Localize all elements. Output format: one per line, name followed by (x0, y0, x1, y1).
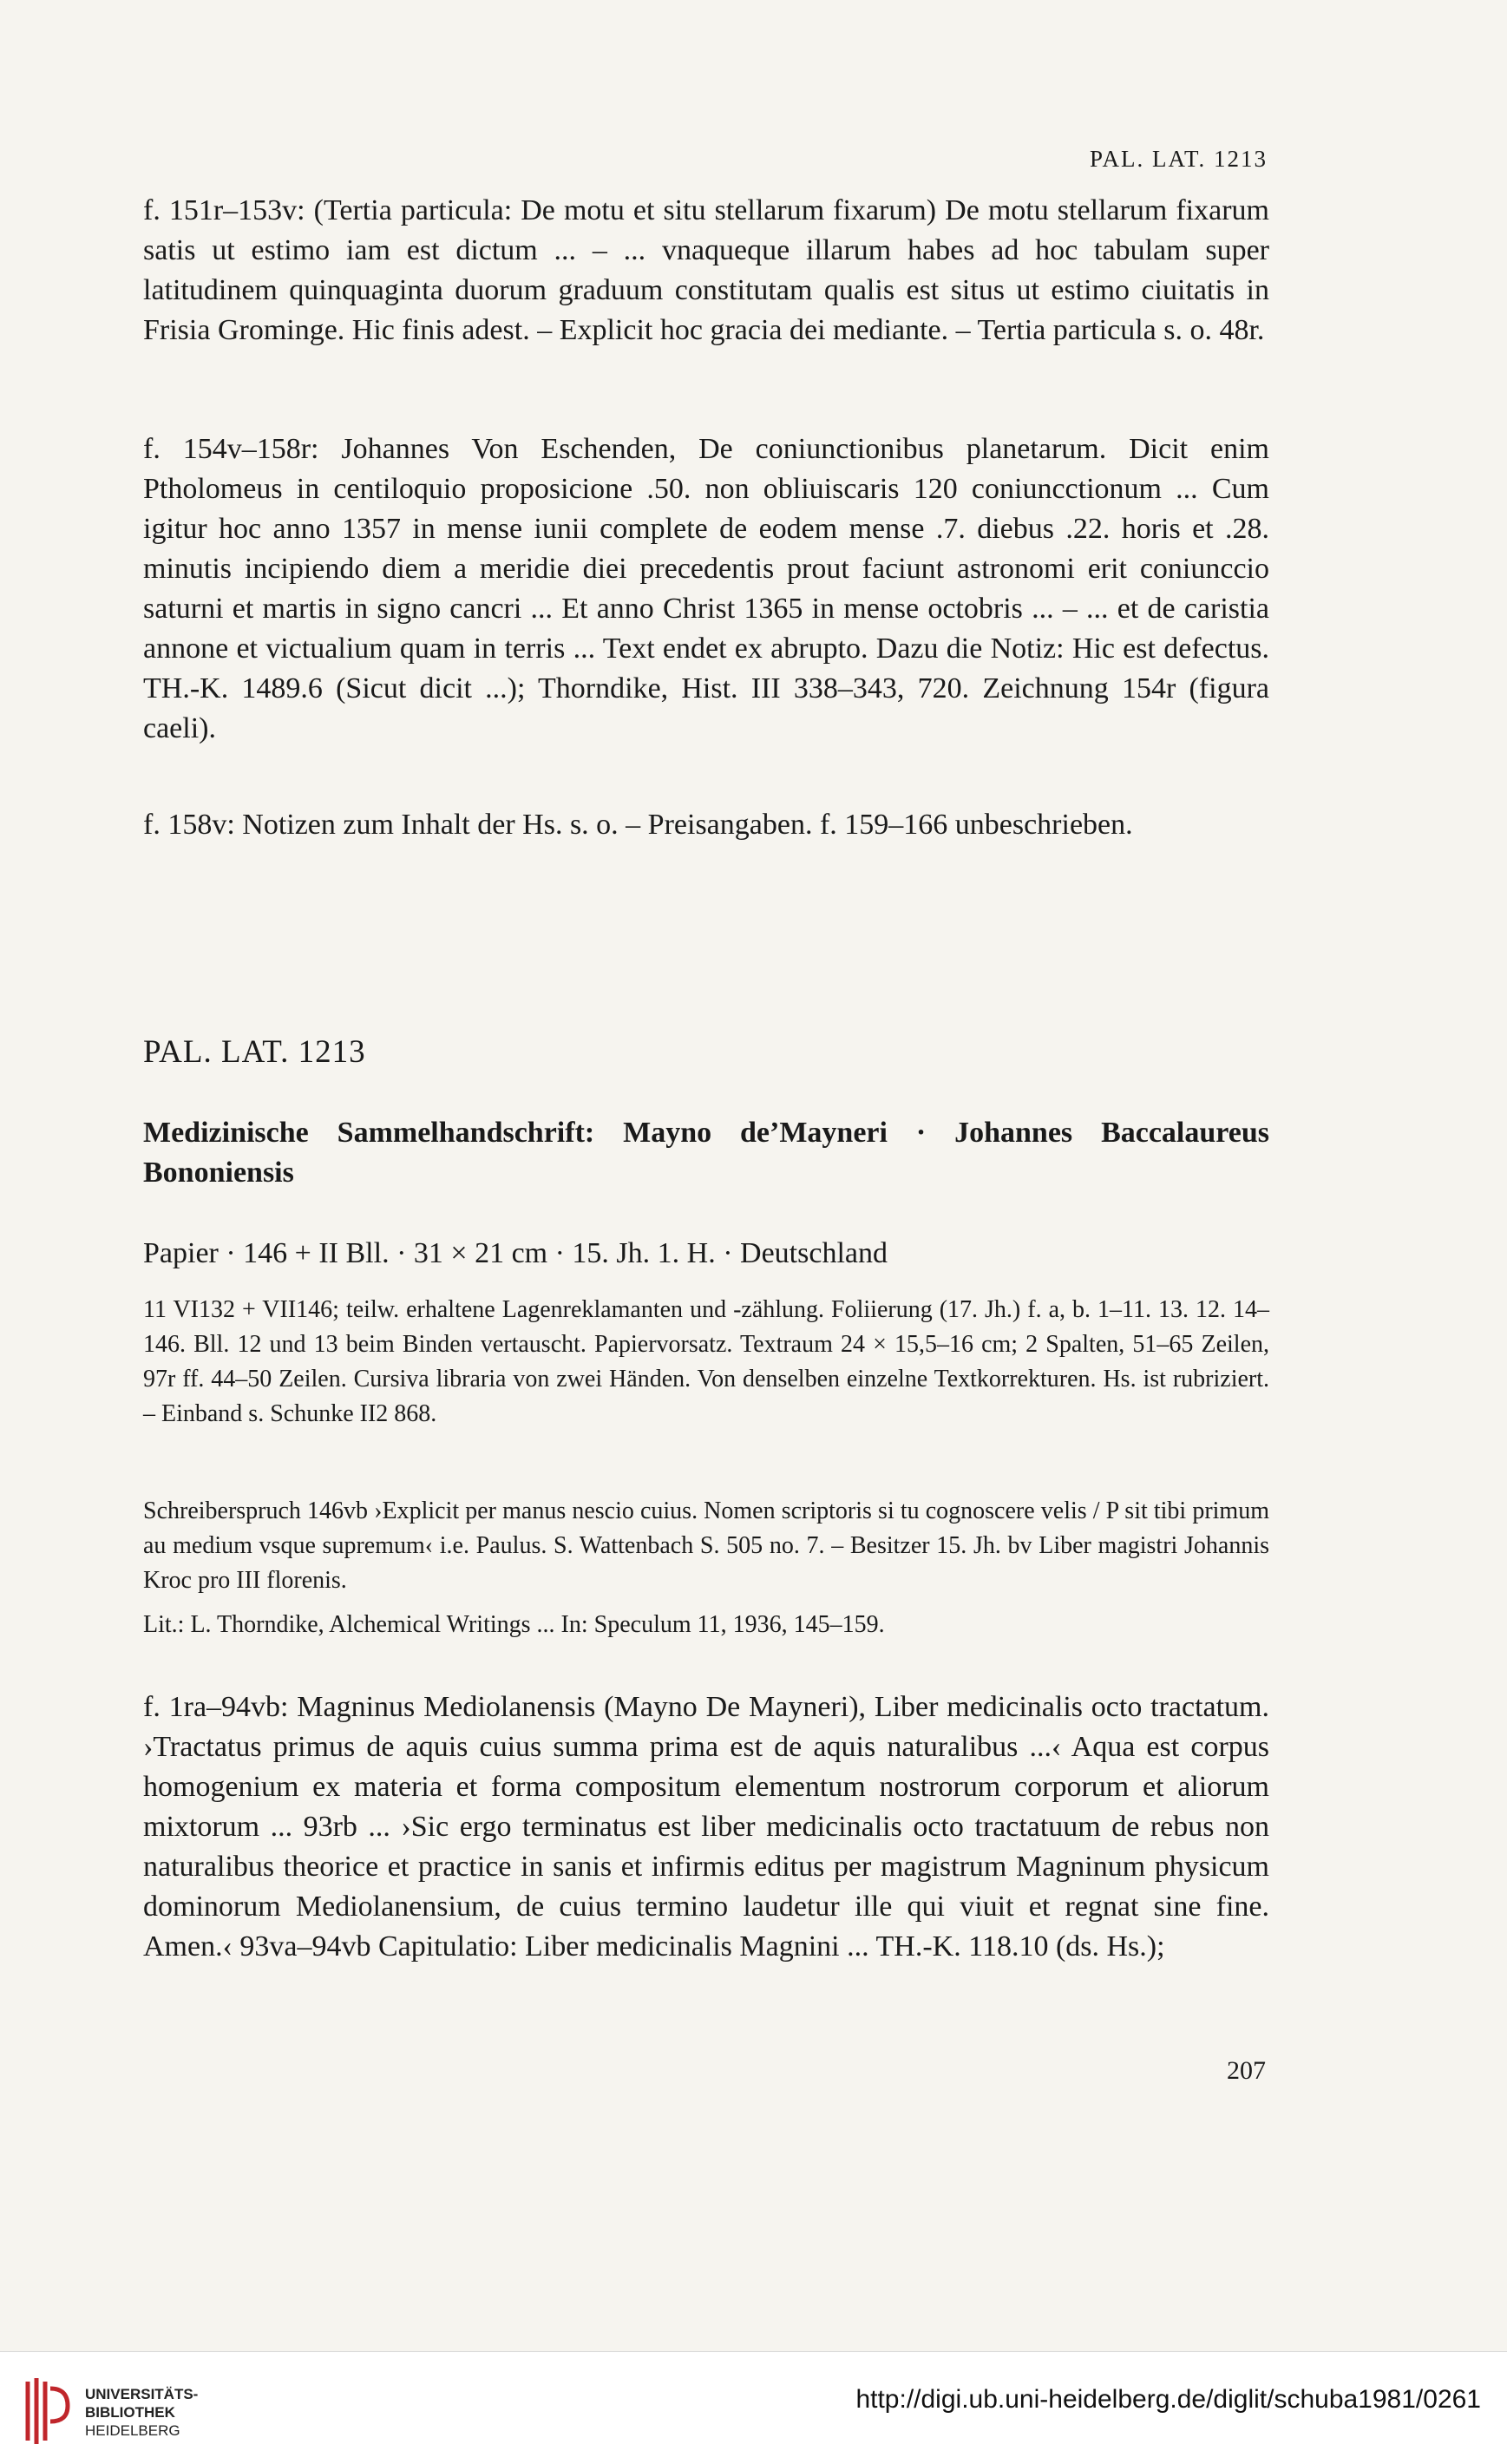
section-title: PAL. LAT. 1213 (143, 1034, 366, 1070)
permalink-url[interactable]: http://digi.ub.uni-heidelberg.de/diglit/schuba1981/0261 (855, 2385, 1481, 2414)
codicological-description: 11 VI132 + VII146; teilw. erhaltene Lagenreklamanten und -zählung. Foliierung (17. Jh.) f. a, b. 1–11. 13. 12. 14–146. Bll. 12 und 13 beim Binden vertauscht. Papiervorsatz. Textraum 24 × 15,5–16 cm; 2 Spalten, 51–65 Zeilen, 97r ff. 44–50 Zeilen. Cursiva libraria von zwei Händen. Von denselben einzelne Textkorrekturen. Hs. ist rubriziert. – Einband s. Schunke II2 868. (143, 1296, 1269, 1427)
entry-154: f. 154v–158r: Johannes Von Eschenden, De coniunctionibus planetarum. Dicit enim Ptholomeus in centiloquio proposicione .50. non obliuiscaris 120 coniuncctionum ... Cum igitur hoc anno 1357 in mense iunii complete de eodem mense .7. diebus .22. horis et .28. minutis incipiendo diem a meridie diei precedentis prout faciunt astronomi erit coniunccio saturni et martis in signo cancri ... Et anno Christ 1365 in mense octobris ... – ... et de caristia annone et victualium quam in terris ... Text endet ex abrupto. Dazu die Notiz: Hic est defectus. TH.-K. 1489.6 (Sicut dicit ...); Thorndike, Hist. III 338–343, 720. Zeichnung 154r (figura caeli). (143, 433, 1269, 744)
entry-magninus: f. 1ra–94vb: Magninus Mediolanensis (Mayno De Mayneri), Liber medicinalis octo tractatum. ›Tractatus primus de aquis cuius summa prima est de aquis naturalibus ...‹ Aqua est corpus homogenium ex materia et forma compositum elementum nostrorum corporum et aliorum mixtorum ... 93rb ... ›Sic ergo terminatus est liber medicinalis octo tractatuum de rebus non naturalibus theorice et practice in sanis et infirmis editus per magistrum Magninum physicum dominorum Mediolanensium, de cuius termino laudetur ille qui viuit et regnat sine fine. Amen.‹ 93va–94vb Capitulatio: Liber medicinalis Magnini ... TH.-K. 118.10 (ds. Hs.); (143, 1691, 1269, 1963)
scribe-note: Schreiberspruch 146vb ›Explicit per manus nescio cuius. Nomen scriptoris si tu cognoscere velis / P sit tibi primum au medium vsque supremum‹ i.e. Paulus. S. Wattenbach S. 505 no. 7. – Besitzer 15. Jh. bv Liber magistri Johannis Kroc pro III florenis. (143, 1497, 1269, 1594)
page-number: 207 (1227, 2056, 1266, 2085)
library-name-line2: BIBLIOTHEK (85, 2404, 175, 2421)
literature: Lit.: L. Thorndike, Alchemical Writings ... In: Speculum 11, 1936, 145–159. (143, 1611, 885, 1638)
footer-bar (0, 2351, 1507, 2464)
library-logo-icon (19, 2371, 76, 2448)
section-heading: Medizinische Sammelhandschrift: Mayno de’Mayneri · Johannes Baccalaureus Bononiensis (143, 1117, 1269, 1189)
entry-153: f. 151r–153v: (Tertia particula: De motu et situ stellarum fixarum) De motu stellarum fixarum satis ut estimo iam est dictum ... – ... vnaqueque illarum habes ad hoc tabulam super latitudinem quinquaginta duorum graduum constitutam qualis est situs ut estimo ciuitatis in Frisia Grominge. Hic finis adest. – Explicit hoc gracia dei mediante. – Tertia particula s. o. 48r. (143, 194, 1269, 346)
entry-158: f. 158v: Notizen zum Inhalt der Hs. s. o. – Preisangaben. f. 159–166 unbeschrieben. (143, 809, 1133, 841)
running-header: PAL. LAT. 1213 (1089, 146, 1268, 172)
physical-format: Papier · 146 + II Bll. · 31 × 21 cm · 15. Jh. 1. H. · Deutschland (143, 1237, 888, 1269)
library-name-line1: UNIVERSITÄTS- (85, 2386, 199, 2402)
library-name-line3: HEIDELBERG (85, 2422, 180, 2439)
library-name (85, 2385, 198, 2440)
